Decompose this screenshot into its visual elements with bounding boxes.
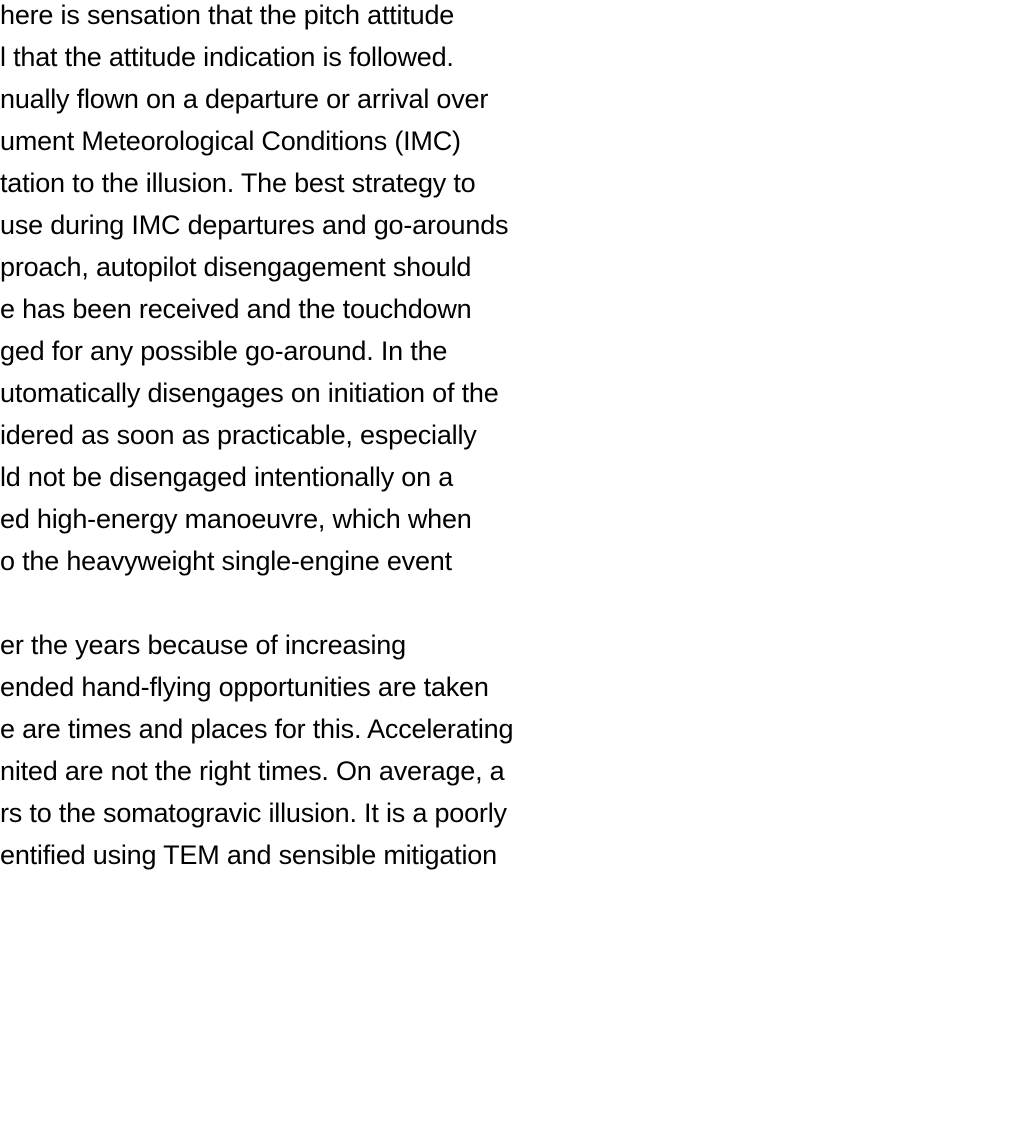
text-line: tation to the illusion. The best strategy to <box>0 168 476 198</box>
text-line: ended hand-flying opportunities are taken <box>0 672 489 702</box>
text-line: e has been received and the touchdown <box>0 294 472 324</box>
text-line: ld not be disengaged intentionally on a <box>0 462 454 492</box>
paragraph-autopilot-strategy <box>0 0 508 582</box>
text-line: utomatically disengages on initiation of the <box>0 378 499 408</box>
text-line: o the heavyweight single-engine event <box>0 546 452 576</box>
text-line: proach, autopilot disengagement should <box>0 252 472 282</box>
text-line: er the years because of increasing <box>0 630 406 660</box>
text-line: nited are not the right times. On average, a <box>0 756 505 786</box>
text-line: l that the attitude indication is followed. <box>0 42 454 72</box>
text-line: nually flown on a departure or arrival over <box>0 84 489 114</box>
text-line: rs to the somatogravic illusion. It is a poorly <box>0 798 507 828</box>
paragraph-hand-flying <box>0 624 513 876</box>
text-line: ged for any possible go-around. In the <box>0 336 448 366</box>
text-line: idered as soon as practicable, especially <box>0 420 477 450</box>
text-line: use during IMC departures and go-arounds <box>0 210 509 240</box>
text-line: ument Meteorological Conditions (IMC) <box>0 126 461 156</box>
text-line: e are times and places for this. Accelerating <box>0 714 514 744</box>
text-line: entified using TEM and sensible mitigation <box>0 840 497 870</box>
text-line: here is sensation that the pitch attitude <box>0 0 455 30</box>
text-line: ed high-energy manoeuvre, which when <box>0 504 472 534</box>
